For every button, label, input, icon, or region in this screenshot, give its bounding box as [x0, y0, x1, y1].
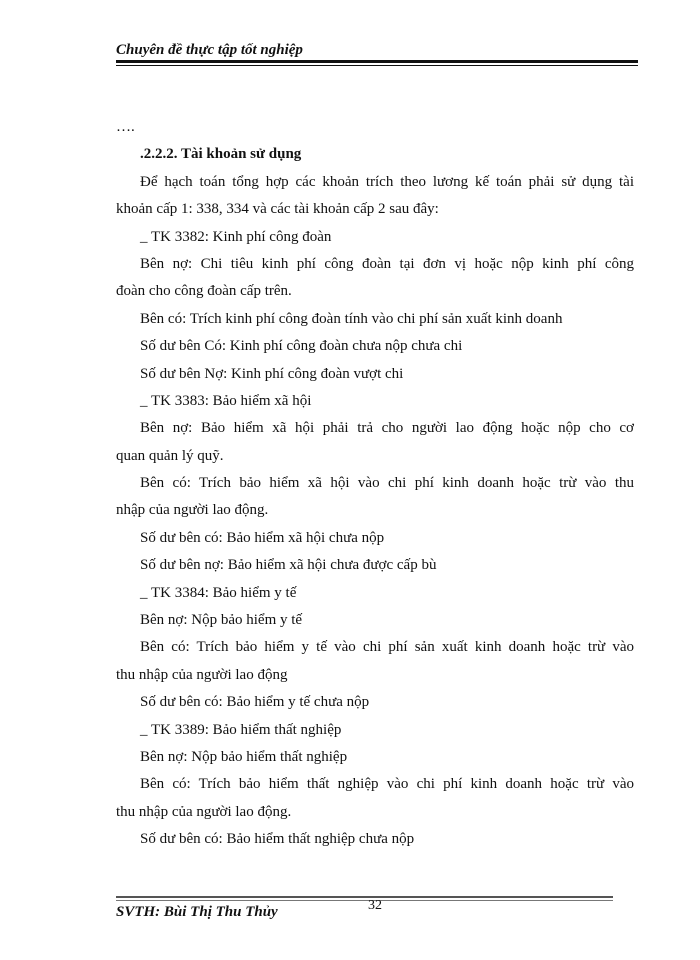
header-divider	[116, 60, 638, 63]
paragraph-line: Bên có: Trích kinh phí công đoàn tính vào chi phí sản xuất kinh doanh	[140, 310, 563, 327]
paragraph-line: nhập của người lao động.	[116, 502, 269, 519]
page-number: 32	[368, 898, 382, 913]
paragraph-line: Bên có: Trích bảo hiểm y tế vào chi phí sản xuất kinh doanh hoặc trừ vào	[140, 639, 634, 656]
account-heading: _ TK 3382: Kinh phí công đoàn	[140, 228, 332, 245]
account-heading: _ TK 3383: Bảo hiểm xã hội	[140, 392, 312, 409]
paragraph-line: Bên nợ: Chi tiêu kinh phí công đoàn tại đơn vị hoặc nộp kinh phí công	[140, 255, 634, 272]
footer-divider-thin	[116, 900, 613, 901]
ellipsis-marker: ….	[116, 119, 135, 135]
paragraph-line: Số dư bên Có: Kinh phí công đoàn chưa nộp chưa chi	[140, 338, 463, 355]
account-heading: _ TK 3389: Bảo hiểm thất nghiệp	[140, 721, 342, 738]
paragraph-line: Bên nợ: Nộp bảo hiểm thất nghiệp	[140, 748, 348, 765]
paragraph-line: Để hạch toán tổng hợp các khoản trích theo lương kế toán phải sử dụng tài	[140, 173, 634, 190]
paragraph-line: thu nhập của người lao động	[116, 666, 288, 683]
paragraph-line: Bên có: Trích bảo hiểm thất nghiệp vào chi phí kinh doanh hoặc trừ vào	[140, 776, 634, 793]
paragraph-line: quan quản lý quỹ.	[116, 447, 224, 464]
paragraph-line: Bên có: Trích bảo hiểm xã hội vào chi phí kinh doanh hoặc trừ vào thu	[140, 475, 634, 492]
page-body	[116, 114, 634, 854]
paragraph-line: Số dư bên có: Bảo hiểm xã hội chưa nộp	[140, 529, 385, 546]
paragraph-line: thu nhập của người lao động.	[116, 803, 292, 820]
footer-divider	[116, 896, 613, 898]
paragraph-line: Bên nợ: Nộp bảo hiểm y tế	[140, 612, 303, 629]
paragraph-line: Số dư bên Nợ: Kinh phí công đoàn vượt chi	[140, 365, 404, 382]
header-title: Chuyên đề thực tập tốt nghiệp	[116, 42, 303, 58]
paragraph-line: Bên nợ: Bảo hiểm xã hội phải trả cho người lao động hoặc nộp cho cơ	[140, 420, 634, 437]
header-divider-thin	[116, 65, 638, 66]
section-heading: .2.2.2. Tài khoản sử dụng	[140, 146, 302, 163]
account-heading: _ TK 3384: Bảo hiểm y tế	[140, 584, 297, 601]
paragraph-line: khoản cấp 1: 338, 334 và các tài khoản cấp 2 sau đây:	[116, 201, 439, 218]
footer-author: SVTH: Bùi Thị Thu Thủy	[116, 904, 278, 920]
paragraph-line: Số dư bên có: Bảo hiểm thất nghiệp chưa nộp	[140, 831, 415, 848]
paragraph-line: Số dư bên nợ: Bảo hiểm xã hội chưa được cấp bù	[140, 557, 437, 574]
paragraph-line: đoàn cho công đoàn cấp trên.	[116, 283, 292, 300]
paragraph-line: Số dư bên có: Bảo hiểm y tế chưa nộp	[140, 694, 370, 711]
